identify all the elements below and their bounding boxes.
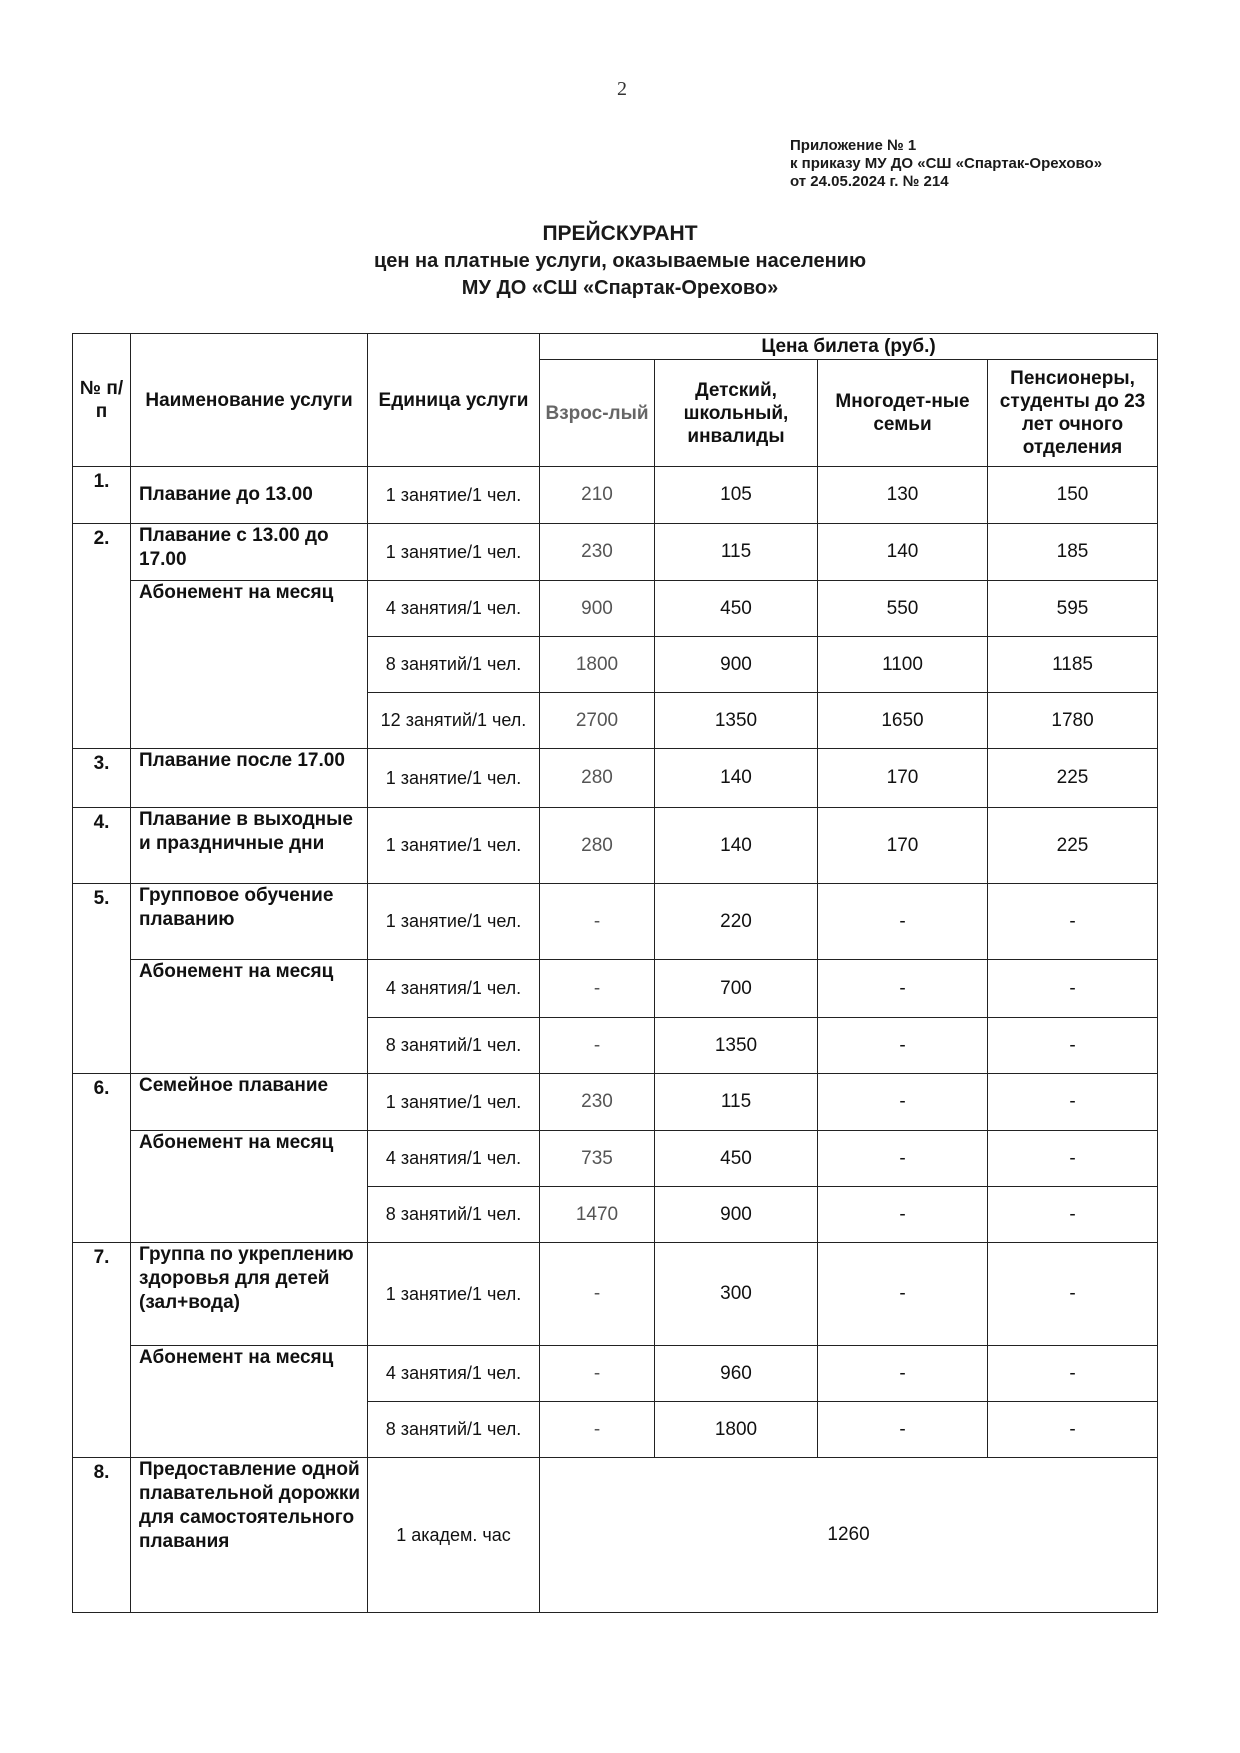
header-adult: Взрос-лый [540, 360, 655, 467]
service-unit: 1 занятие/1 чел. [368, 467, 540, 524]
service-name: Плавание с 13.00 до 17.00 [131, 524, 368, 581]
price-pensioner: 185 [988, 524, 1158, 581]
row-number: 7. [73, 1243, 131, 1458]
price-child: 300 [655, 1243, 818, 1346]
service-unit: 8 занятий/1 чел. [368, 1018, 540, 1074]
appendix-line-2: к приказу МУ ДО «СШ «Спартак-Орехово» [790, 155, 1103, 172]
service-name: Абонемент на месяц [131, 1131, 368, 1243]
table-row [73, 960, 1158, 1018]
price-adult: 280 [540, 749, 655, 808]
price-adult: 900 [540, 581, 655, 637]
price-adult: - [540, 1243, 655, 1346]
price-child: 900 [655, 1187, 818, 1243]
row-number: 6. [73, 1074, 131, 1243]
row-number: 1. [73, 467, 131, 524]
price-large-family: - [818, 1018, 988, 1074]
price-child: 1350 [655, 1018, 818, 1074]
appendix-note [790, 137, 1102, 191]
service-name: Абонемент на месяц [131, 581, 368, 749]
price-child: 960 [655, 1346, 818, 1402]
price-child: 220 [655, 884, 818, 960]
price-pensioner: 225 [988, 749, 1158, 808]
table-row [73, 1346, 1158, 1402]
price-child: 1800 [655, 1402, 818, 1458]
service-name: Плавание до 13.00 [131, 467, 368, 524]
price-merged: 1260 [540, 1458, 1158, 1613]
price-adult: 230 [540, 1074, 655, 1131]
price-pensioner: 225 [988, 808, 1158, 884]
service-unit: 1 занятие/1 чел. [368, 1074, 540, 1131]
price-large-family: 170 [818, 749, 988, 808]
price-child: 115 [655, 524, 818, 581]
price-large-family: 170 [818, 808, 988, 884]
price-pensioner: - [988, 1074, 1158, 1131]
price-adult: 280 [540, 808, 655, 884]
price-adult: 210 [540, 467, 655, 524]
service-unit: 4 занятия/1 чел. [368, 960, 540, 1018]
service-name: Плавание после 17.00 [131, 749, 368, 808]
service-name: Группа по укреплению здоровья для детей (зал+вода) [131, 1243, 368, 1346]
service-unit: 8 занятий/1 чел. [368, 1402, 540, 1458]
price-large-family: - [818, 1243, 988, 1346]
service-unit: 1 занятие/1 чел. [368, 884, 540, 960]
service-unit: 1 академ. час [368, 1458, 540, 1613]
header-service-name: Наименование услуги [131, 334, 368, 467]
service-name: Плавание в выходные и праздничные дни [131, 808, 368, 884]
header-large-family: Многодет-ные семьи [818, 360, 988, 467]
table-row [73, 1458, 1158, 1613]
price-pensioner: 1185 [988, 637, 1158, 693]
service-unit: 8 занятий/1 чел. [368, 1187, 540, 1243]
price-child: 115 [655, 1074, 818, 1131]
price-child: 105 [655, 467, 818, 524]
header-child: Детский, школьный, инвалиды [655, 360, 818, 467]
price-adult: 1470 [540, 1187, 655, 1243]
table-row [73, 524, 1158, 581]
service-unit: 4 занятия/1 чел. [368, 1131, 540, 1187]
price-adult: - [540, 884, 655, 960]
price-large-family: - [818, 1346, 988, 1402]
price-child: 900 [655, 637, 818, 693]
table-row [73, 808, 1158, 884]
table-row [73, 467, 1158, 524]
price-pensioner: - [988, 1018, 1158, 1074]
appendix-line-3: от 24.05.2024 г. № 214 [790, 173, 949, 190]
row-number: 8. [73, 1458, 131, 1613]
price-adult: 1800 [540, 637, 655, 693]
service-unit: 8 занятий/1 чел. [368, 637, 540, 693]
price-pensioner: - [988, 1243, 1158, 1346]
service-unit: 1 занятие/1 чел. [368, 1243, 540, 1346]
row-number: 3. [73, 749, 131, 808]
header-price-group: Цена билета (руб.) [540, 334, 1158, 360]
service-name: Предоставление одной плавательной дорожки для самостоятельного плавания [131, 1458, 368, 1613]
service-name: Абонемент на месяц [131, 960, 368, 1074]
organization-name: МУ ДО «СШ «Спартак-Орехово» [461, 277, 779, 299]
table-row [73, 1074, 1158, 1131]
price-child: 140 [655, 749, 818, 808]
price-adult: - [540, 1018, 655, 1074]
page-number: 2 [617, 78, 627, 100]
price-pensioner: - [988, 1187, 1158, 1243]
service-unit: 1 занятие/1 чел. [368, 808, 540, 884]
price-large-family: - [818, 1131, 988, 1187]
service-unit: 1 занятие/1 чел. [368, 749, 540, 808]
price-adult: 2700 [540, 693, 655, 749]
price-large-family: 140 [818, 524, 988, 581]
service-unit: 4 занятия/1 чел. [368, 581, 540, 637]
price-pensioner: - [988, 884, 1158, 960]
document-subtitle: цен на платные услуги, оказываемые населению [373, 250, 867, 272]
price-adult: - [540, 960, 655, 1018]
header-num: № п/п [73, 334, 131, 467]
price-child: 1350 [655, 693, 818, 749]
service-name: Семейное плавание [131, 1074, 368, 1131]
service-unit: 12 занятий/1 чел. [368, 693, 540, 749]
price-adult: - [540, 1346, 655, 1402]
price-large-family: - [818, 1187, 988, 1243]
price-large-family: - [818, 960, 988, 1018]
table-row [73, 884, 1158, 960]
table-row [73, 749, 1158, 808]
service-unit: 1 занятие/1 чел. [368, 524, 540, 581]
price-large-family: 130 [818, 467, 988, 524]
price-large-family: 1100 [818, 637, 988, 693]
price-large-family: - [818, 1074, 988, 1131]
service-unit: 4 занятия/1 чел. [368, 1346, 540, 1402]
appendix-line-1: Приложение № 1 [790, 137, 917, 154]
price-pensioner: 150 [988, 467, 1158, 524]
header-unit: Единица услуги [368, 334, 540, 467]
price-pensioner: 595 [988, 581, 1158, 637]
price-pensioner: - [988, 1346, 1158, 1402]
price-adult: 230 [540, 524, 655, 581]
service-name: Групповое обучение плаванию [131, 884, 368, 960]
price-table [72, 333, 1158, 1613]
price-adult: 735 [540, 1131, 655, 1187]
price-pensioner: - [988, 960, 1158, 1018]
row-number: 2. [73, 524, 131, 749]
header-pensioner: Пенсионеры, студенты до 23 лет очного отделения [988, 360, 1158, 467]
price-child: 700 [655, 960, 818, 1018]
price-adult: - [540, 1402, 655, 1458]
price-pensioner: 1780 [988, 693, 1158, 749]
row-number: 5. [73, 884, 131, 1074]
price-large-family: - [818, 1402, 988, 1458]
price-child: 450 [655, 581, 818, 637]
row-number: 4. [73, 808, 131, 884]
table-row [73, 1243, 1158, 1346]
service-name: Абонемент на месяц [131, 1346, 368, 1458]
document-title: ПРЕЙСКУРАНТ [542, 222, 698, 245]
price-child: 450 [655, 1131, 818, 1187]
price-large-family: 1650 [818, 693, 988, 749]
table-row [73, 1131, 1158, 1187]
price-child: 140 [655, 808, 818, 884]
table-row [73, 581, 1158, 637]
price-large-family: 550 [818, 581, 988, 637]
price-pensioner: - [988, 1402, 1158, 1458]
price-large-family: - [818, 884, 988, 960]
price-pensioner: - [988, 1131, 1158, 1187]
